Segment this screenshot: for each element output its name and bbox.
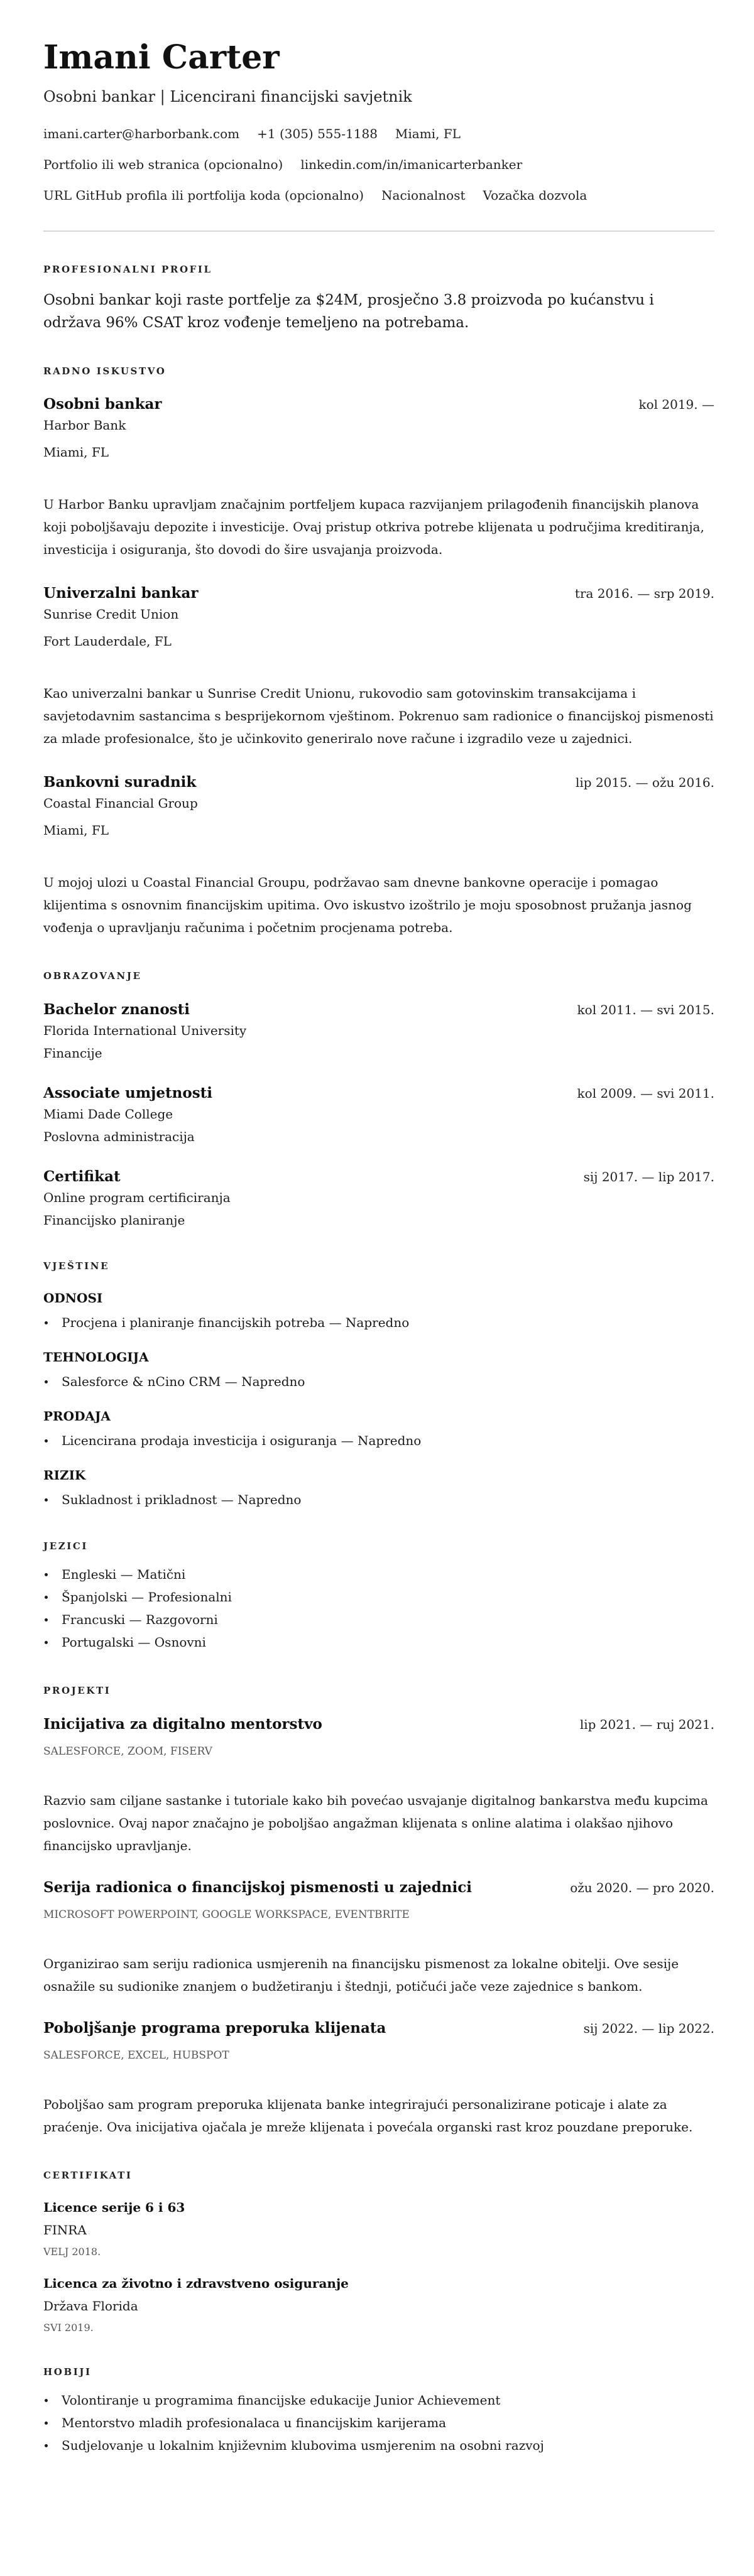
job-location: Miami, FL [43, 823, 109, 838]
section-heading-hobbies: HOBIJI [43, 2366, 92, 2378]
contact-row [43, 124, 714, 143]
language-item: Francuski — Razgovorni [43, 1608, 714, 1631]
project-description: Organizirao sam seriju radionica usmjerenih na financijsku pismenost za lokalne obitelji. Ove sesije osnažile su sudionike znanjem o budžetiranju i štednji, potičući jače veze zajednice s bankom. [43, 1956, 679, 1994]
github-link[interactable]: URL GitHub profila ili portfolija koda (opcionalno) [43, 188, 364, 203]
hobby-item: Mentorstvo mladih profesionalaca u financijskim karijerama [43, 2411, 714, 2434]
project-tech: MICROSOFT POWERPOINT, GOOGLE WORKSPACE, EVENTBRITE [43, 1908, 410, 1921]
education-entry [43, 1167, 714, 1229]
drivers-license: Vozačka dozvola [483, 188, 587, 203]
section-heading-skills: VJEŠTINE [43, 1260, 110, 1272]
job-description: Kao univerzalni bankar u Sunrise Credit Unionu, rukovodio sam gotovinskim transakcijama i savjetodavnim sastancima s besprijekornom vještinom. Pokrenuo sam radionice o financijskoj pismenosti za mlade profesionalce, što je učinkovito generiralo nove račune i izgradilo veze u zajednici. [43, 686, 714, 746]
hobby-item: Volontiranje u programima financijske edukacije Junior Achievement [43, 2389, 714, 2411]
contact-row [43, 155, 714, 174]
degree: Certifikat [43, 1168, 121, 1185]
project-dates: ožu 2020. — pro 2020. [570, 1880, 714, 1895]
language-item: Engleski — Matični [43, 1563, 714, 1586]
project-entry [43, 2019, 714, 2138]
education-entry [43, 1084, 714, 1145]
skill-item: Procjena i planiranje financijskih potreba — Napredno [43, 1313, 714, 1332]
hobby-item: Sudjelovanje u lokalnim književnim klubovima usmjerenim na osobni razvoj [43, 2434, 714, 2457]
section-heading-experience: RADNO ISKUSTVO [43, 365, 167, 377]
field-of-study: Poslovna administracija [43, 1129, 195, 1144]
project-tech: SALESFORCE, EXCEL, HUBSPOT [43, 2049, 229, 2062]
institution: Florida International University [43, 1023, 247, 1038]
job-company: Coastal Financial Group [43, 796, 198, 811]
profile-summary: Osobni bankar koji raste portfelje za $24M, prosječno 3.8 proizvoda po kućanstvu i održava 96% CSAT kroz vođenje temeljeno na potrebama. [43, 292, 654, 331]
education-dates: kol 2011. — svi 2015. [577, 1002, 714, 1017]
project-title: Inicijativa za digitalno mentorstvo [43, 1716, 322, 1733]
certificate-entry [43, 2275, 714, 2335]
job-dates: kol 2019. — [638, 397, 714, 412]
candidate-headline: Osobni bankar | Licencirani financijski savjetnik [43, 88, 412, 106]
section-heading-projects: PROJEKTI [43, 1685, 111, 1696]
job-location: Fort Lauderdale, FL [43, 634, 172, 649]
project-dates: sij 2022. — lip 2022. [583, 2021, 714, 2036]
education-section [43, 970, 714, 1229]
project-entry [43, 1878, 714, 1998]
section-heading-profile: PROFESIONALNI PROFIL [43, 264, 212, 275]
certificate-date: VELJ 2018. [43, 2246, 101, 2258]
skill-item: Salesforce & nCino CRM — Napredno [43, 1372, 714, 1391]
job-title: Osobni bankar [43, 396, 162, 413]
skill-item: Licencirana prodaja investicija i osiguranja — Napredno [43, 1431, 714, 1450]
project-title: Poboljšanje programa preporuka klijenata [43, 2020, 386, 2037]
job-entry [43, 395, 714, 561]
candidate-name: Imani Carter [43, 38, 280, 77]
projects-section [43, 1684, 714, 2138]
project-dates: lip 2021. — ruj 2021. [579, 1717, 714, 1732]
language-item: Portugalski — Osnovni [43, 1631, 714, 1653]
skill-category: ODNOSI [43, 1291, 103, 1306]
phone-number: +1 (305) 555-1188 [257, 126, 378, 141]
skill-category: PRODAJA [43, 1409, 111, 1424]
skill-category: RIZIK [43, 1468, 86, 1483]
job-company: Harbor Bank [43, 418, 126, 433]
skill-category: TEHNOLOGIJA [43, 1350, 149, 1365]
job-location: Miami, FL [43, 445, 109, 460]
degree: Associate umjetnosti [43, 1085, 213, 1101]
skills-section [43, 1260, 714, 1509]
field-of-study: Financijsko planiranje [43, 1213, 185, 1228]
certificate-issuer: Država Florida [43, 2298, 138, 2314]
job-title: Bankovni suradnik [43, 774, 197, 791]
header-divider [43, 230, 714, 232]
hobbies-section [43, 2366, 714, 2457]
language-item: Španjolski — Profesionalni [43, 1586, 714, 1608]
section-heading-education: OBRAZOVANJE [43, 970, 142, 982]
nationality: Nacionalnost [381, 188, 466, 203]
linkedin-link[interactable]: linkedin.com/in/imanicarterbanker [300, 157, 523, 172]
certificate-title: Licenca za životno i zdravstveno osiguranje [43, 2276, 349, 2291]
certificates-section [43, 2169, 714, 2335]
job-description: U mojoj ulozi u Coastal Financial Groupu, podržavao sam dnevne bankovne operacije i pomagao klijentima s osnovnim financijskim upitima. Ovo iskustvo izoštrilo je moju sposobnost pružanja jasnog vođenja o upravljanju računima i početnim procjenama potreba. [43, 875, 692, 935]
job-dates: tra 2016. — srp 2019. [574, 586, 714, 601]
section-heading-languages: JEZICI [43, 1540, 89, 1552]
institution: Miami Dade College [43, 1107, 173, 1122]
portfolio-link[interactable]: Portfolio ili web stranica (opcionalno) [43, 157, 283, 172]
languages-section [43, 1540, 714, 1653]
project-tech: SALESFORCE, ZOOM, FISERV [43, 1745, 212, 1758]
certificate-issuer: FINRA [43, 2222, 87, 2238]
experience-section [43, 365, 714, 939]
education-dates: kol 2009. — svi 2011. [577, 1086, 714, 1101]
certificate-title: Licence serije 6 i 63 [43, 2200, 185, 2215]
field-of-study: Financije [43, 1046, 102, 1061]
education-dates: sij 2017. — lip 2017. [583, 1169, 714, 1184]
project-description: Razvio sam ciljane sastanke i tutoriale kako bih povećao usvajanje digitalnog bankarstva među kupcima poslovnice. Ovaj napor značajno je poboljšao angažman klijenata s online alatima i olakšao njihovo financijsko upravljanje. [43, 1793, 708, 1853]
education-entry [43, 1000, 714, 1062]
job-company: Sunrise Credit Union [43, 607, 179, 622]
certificate-entry [43, 2199, 714, 2259]
project-description: Poboljšao sam program preporuka klijenata banke integrirajući personalizirane poticaje i alate za praćenje. Ova inicijativa ojačala je mreže klijenata i povećala organski rast kroz pouzdane preporuke. [43, 2097, 693, 2135]
certificate-date: SVI 2019. [43, 2322, 94, 2334]
job-entry [43, 773, 714, 939]
job-dates: lip 2015. — ožu 2016. [576, 775, 714, 790]
section-heading-certificates: CERTIFIKATI [43, 2170, 133, 2181]
job-description: U Harbor Banku upravljam značajnim portfeljem kupaca razvijanjem prilagođenih financijskih planova koji poboljšavaju depozite i investicije. Ovaj pristup otkriva potrebe klijenata u područjima kreditiranja, investicija i osiguranja, što dovodi do šire usvajanja proizvoda. [43, 497, 704, 557]
location: Miami, FL [395, 126, 461, 141]
skill-item: Sukladnost i prikladnost — Napredno [43, 1490, 714, 1509]
job-title: Univerzalni bankar [43, 585, 199, 602]
degree: Bachelor znanosti [43, 1001, 190, 1018]
job-entry [43, 584, 714, 750]
project-entry [43, 1715, 714, 1857]
email-link[interactable]: imani.carter@harborbank.com [43, 126, 240, 141]
institution: Online program certificiranja [43, 1190, 231, 1205]
contact-row [43, 186, 714, 205]
project-title: Serija radionica o financijskoj pismenosti u zajednici [43, 1879, 472, 1896]
